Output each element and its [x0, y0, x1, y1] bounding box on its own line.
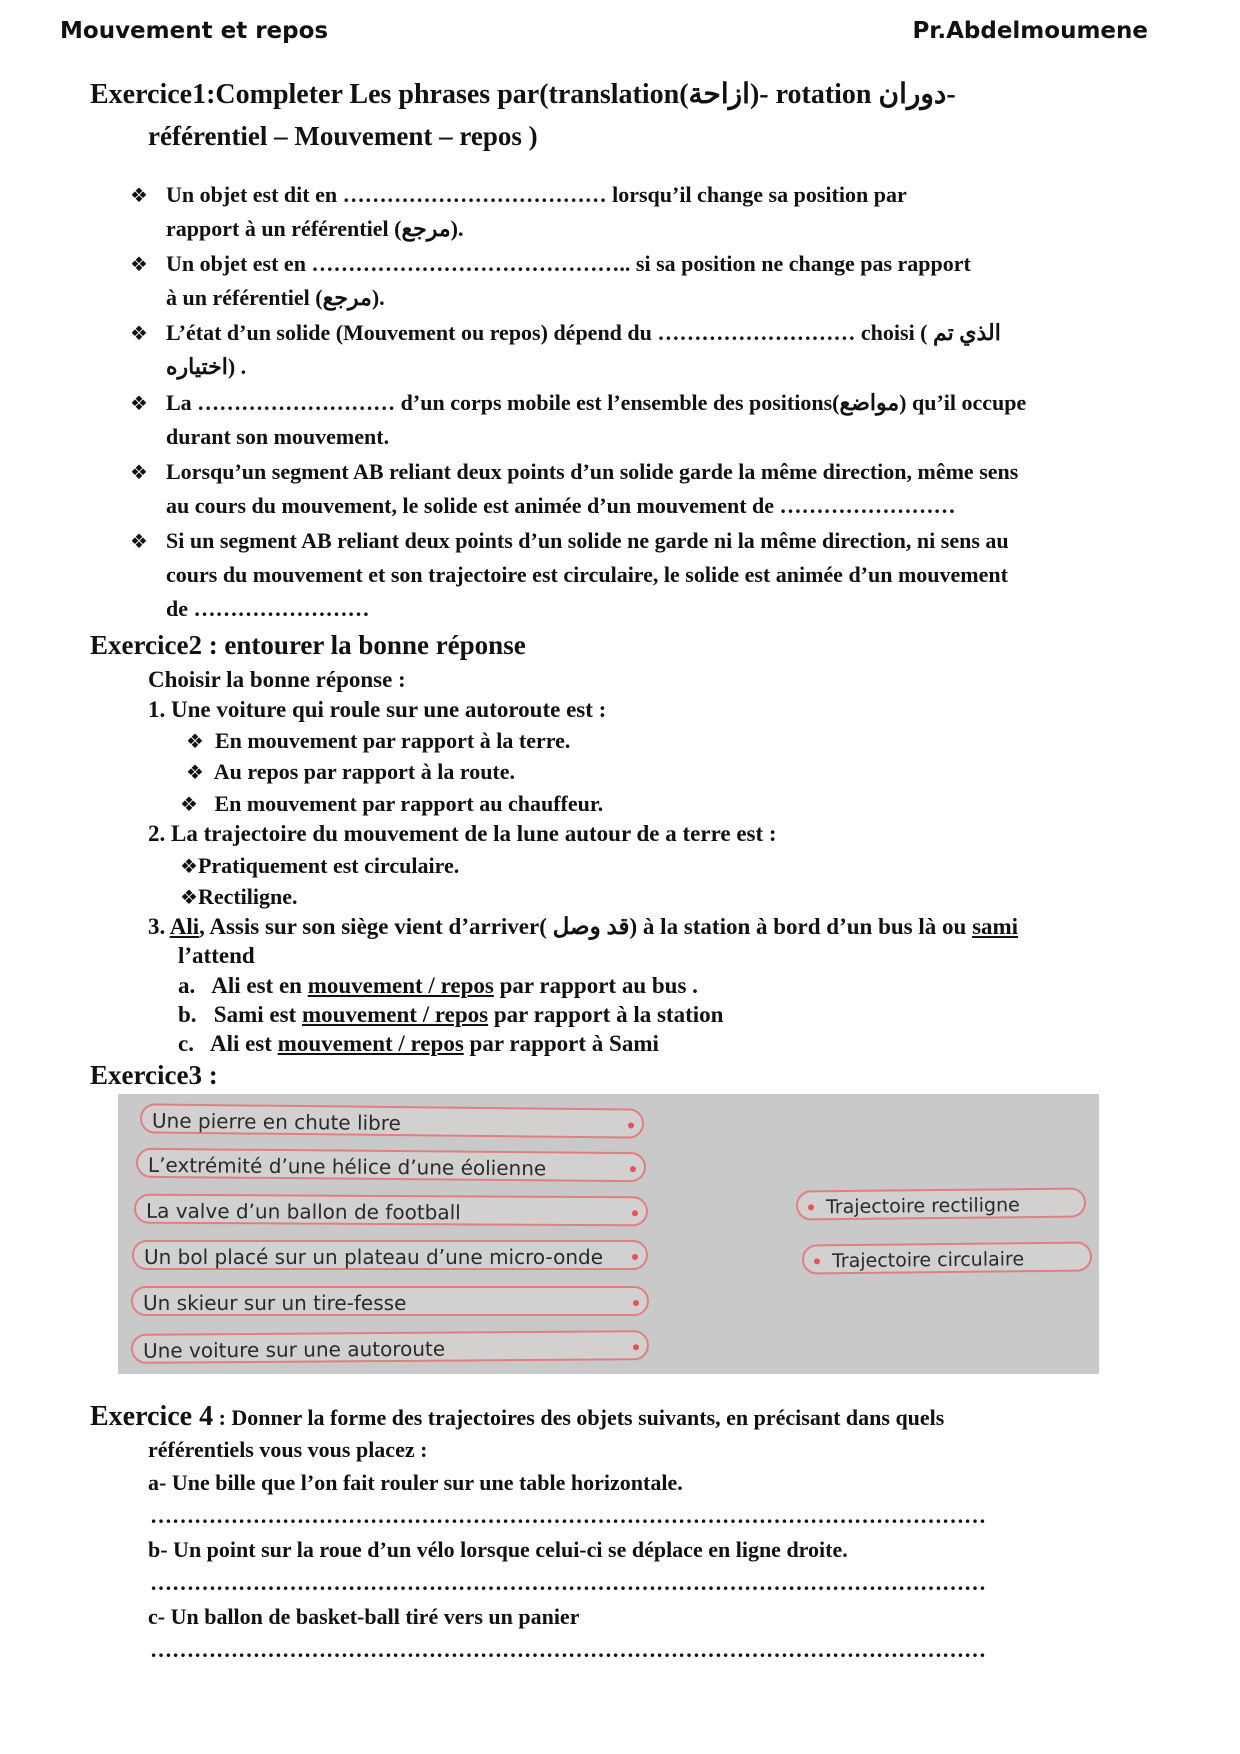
option-text: Pratiquement est circulaire. — [197, 853, 460, 878]
connector-dot-icon[interactable] — [630, 1166, 636, 1172]
ex3-matching-photo — [118, 1094, 1099, 1374]
diamond-bullet-icon: ❖ — [186, 729, 204, 753]
diamond-bullet-icon: ❖ — [180, 792, 198, 816]
ex2-question-3-line2: l’attend — [178, 943, 255, 968]
question-number: 3. — [148, 914, 166, 939]
connector-dot-icon[interactable] — [632, 1254, 638, 1260]
ex4-title — [90, 1400, 944, 1435]
connector-dot-icon[interactable] — [633, 1300, 639, 1306]
item-post: par rapport à la station — [488, 1002, 724, 1027]
item-post: par rapport au bus . — [493, 973, 698, 998]
trajectory-label: Trajectoire rectiligne — [825, 1194, 1020, 1219]
ex2-intro: Choisir la bonne réponse : — [148, 667, 406, 692]
ex1-bullet-2-line1: Un objet est en …………………………………….. si sa position ne change pas rapport — [166, 251, 971, 276]
diamond-bullet-icon: ❖ — [186, 760, 204, 784]
option-text: Au repos par rapport à la route. — [213, 759, 516, 784]
ex1-bullet-6-line3: de …………………… — [166, 596, 370, 621]
option-text: Rectiligne. — [197, 884, 298, 909]
item-label: c. — [178, 1031, 194, 1056]
ex1-bullet — [130, 386, 1160, 456]
ex1-bullet-6-line1: Si un segment AB reliant deux points d’un solide ne garde ni la même direction, ni sens au — [166, 528, 1009, 553]
connector-dot-icon[interactable] — [808, 1204, 814, 1210]
option-text: En mouvement par rapport au chauffeur. — [214, 791, 604, 816]
item-pre: Ali est en — [211, 973, 308, 998]
ex2-question-3 — [148, 913, 1018, 941]
diamond-bullet-icon: ❖ — [130, 183, 148, 207]
ex1-bullet — [130, 455, 1160, 525]
item-post: par rapport à Sami — [463, 1031, 659, 1056]
object-label: Un bol placé sur un plateau d’une micro-onde — [144, 1245, 604, 1269]
object-pill[interactable] — [140, 1103, 644, 1138]
diamond-bullet-icon: ❖ — [130, 391, 148, 415]
name-sami: sami — [972, 914, 1019, 939]
diamond-bullet-icon: ❖ — [180, 854, 198, 878]
object-label: La valve d’un ballon de football — [145, 1198, 461, 1225]
ex2-q1-option-3[interactable] — [180, 790, 603, 818]
ex2-q2-option-1[interactable] — [180, 852, 459, 880]
diamond-bullet-icon: ❖ — [130, 529, 148, 553]
ex1-bullet — [130, 178, 1160, 248]
connector-dot-icon[interactable] — [633, 1344, 639, 1350]
object-label: Une voiture sur une autoroute — [142, 1336, 446, 1363]
object-label: Une pierre en chute libre — [151, 1108, 402, 1136]
diamond-bullet-icon: ❖ — [130, 460, 148, 484]
diamond-bullet-icon: ❖ — [130, 252, 148, 276]
connector-dot-icon[interactable] — [814, 1258, 820, 1264]
ex1-title-line2: référentiel – Mouvement – repos ) — [148, 121, 538, 151]
diamond-bullet-icon: ❖ — [180, 885, 198, 909]
option-text: En mouvement par rapport à la terre. — [214, 728, 571, 753]
ex1-bullet-3-line2: اختياره) . — [166, 354, 247, 379]
ex4-title-label: Exercice 4 — [90, 1401, 214, 1432]
ex1-bullet-4-line2: durant son mouvement. — [166, 424, 390, 449]
ex1-bullet — [130, 524, 1160, 628]
choice-mouvement-repos[interactable]: mouvement / repos — [307, 973, 494, 998]
object-pill[interactable] — [134, 1194, 648, 1227]
object-pill[interactable] — [131, 1330, 649, 1364]
diamond-bullet-icon: ❖ — [130, 321, 148, 345]
ex4-item-a: a- Une bille que l’on fait rouler sur une table horizontale. — [148, 1470, 683, 1495]
header-author: Pr.Abdelmoumene — [912, 18, 1148, 44]
object-label: L’extrémité d’une hélice d’une éolienne — [147, 1152, 547, 1181]
choice-mouvement-repos[interactable]: mouvement / repos — [301, 1002, 489, 1027]
object-label: Un skieur sur un tire-fesse — [143, 1291, 407, 1315]
ex1-bullet-6-line2: cours du mouvement et son trajectoire est circulaire, le solide est animée d’un mouvement — [166, 562, 1008, 587]
ex1-bullet-5-line2: au cours du mouvement, le solide est animée d’un mouvement de …………………… — [166, 493, 956, 518]
object-pill[interactable] — [131, 1286, 649, 1316]
trajectory-label: Trajectoire circulaire — [831, 1248, 1025, 1273]
ex4-item-b: b- Un point sur la roue d’un vélo lorsque celui-ci se déplace en ligne droite. — [148, 1537, 848, 1562]
ex2-question-2: 2. La trajectoire du mouvement de la lune autour de a terre est : — [148, 821, 777, 846]
ex1-bullet-3-line1: L’état d’un solide (Mouvement ou repos) dépend du ……………………… choisi ( الذي تم — [166, 320, 1001, 345]
item-label: a. — [178, 973, 196, 998]
ex1-bullet-1-line1: Un objet est dit en ……………………………… lorsqu’il change sa position par — [166, 182, 907, 207]
ex2-q2-option-2[interactable] — [180, 883, 298, 911]
ex2-title: Exercice2 : entourer la bonne réponse — [90, 630, 526, 660]
ex4-title-text: : Donner la forme des trajectoires des objets suivants, en précisant dans quels — [213, 1405, 945, 1430]
ex1-bullet — [130, 247, 1160, 317]
item-pre: Sami est — [213, 1002, 302, 1027]
choice-mouvement-repos[interactable]: mouvement / repos — [277, 1031, 464, 1056]
ex1-bullet-2-line2: à un référentiel (مرجع). — [166, 285, 385, 310]
object-pill[interactable] — [132, 1240, 648, 1270]
ex1-bullet-1-line2: rapport à un référentiel (مرجع). — [166, 216, 464, 241]
ex4-item-c: c- Un ballon de basket-ball tiré vers un panier — [148, 1604, 580, 1629]
answer-line[interactable]: …………………………………………………………………………………………………… — [150, 1503, 986, 1528]
ex1-bullet-5-line1: Lorsqu’un segment AB reliant deux points d’un solide garde la même direction, même sens — [166, 459, 1019, 484]
trajectory-pill[interactable] — [802, 1241, 1092, 1274]
connector-dot-icon[interactable] — [628, 1122, 634, 1128]
name-ali: Ali — [169, 914, 200, 939]
connector-dot-icon[interactable] — [632, 1210, 638, 1216]
ex2-q3-item-a — [178, 972, 698, 1000]
ex1-title-line1: Exercice1:Completer Les phrases par(translation(ازاحة)- rotation دوران- — [90, 79, 956, 110]
ex2-q1-option-2[interactable] — [186, 758, 515, 786]
header-title: Mouvement et repos — [60, 18, 329, 44]
trajectory-pill[interactable] — [796, 1187, 1086, 1220]
answer-line[interactable]: …………………………………………………………………………………………………… — [150, 1637, 986, 1662]
item-pre: Ali est — [209, 1031, 278, 1056]
answer-line[interactable]: …………………………………………………………………………………………………… — [150, 1570, 986, 1595]
ex2-q3-item-c — [178, 1030, 659, 1058]
ex3-title: Exercice3 : — [90, 1060, 218, 1090]
item-label: b. — [178, 1002, 197, 1027]
ex2-q1-option-1[interactable] — [186, 727, 570, 755]
ex2-q3-item-b — [178, 1001, 723, 1029]
ex4-title-line2: référentiels vous vous placez : — [148, 1437, 428, 1462]
ex1-bullet — [130, 316, 1160, 386]
ex2-question-1: 1. Une voiture qui roule sur une autoroute est : — [148, 697, 607, 722]
ex1-bullet-4-line1: La ……………………… d’un corps mobile est l’ensemble des positions(مواضع) qu’il occupe — [166, 390, 1027, 415]
question-text: , Assis sur son siège vient d’arriver( قد وصل) à la station à bord d’un bus là ou — [199, 914, 973, 939]
object-pill[interactable] — [136, 1148, 646, 1182]
